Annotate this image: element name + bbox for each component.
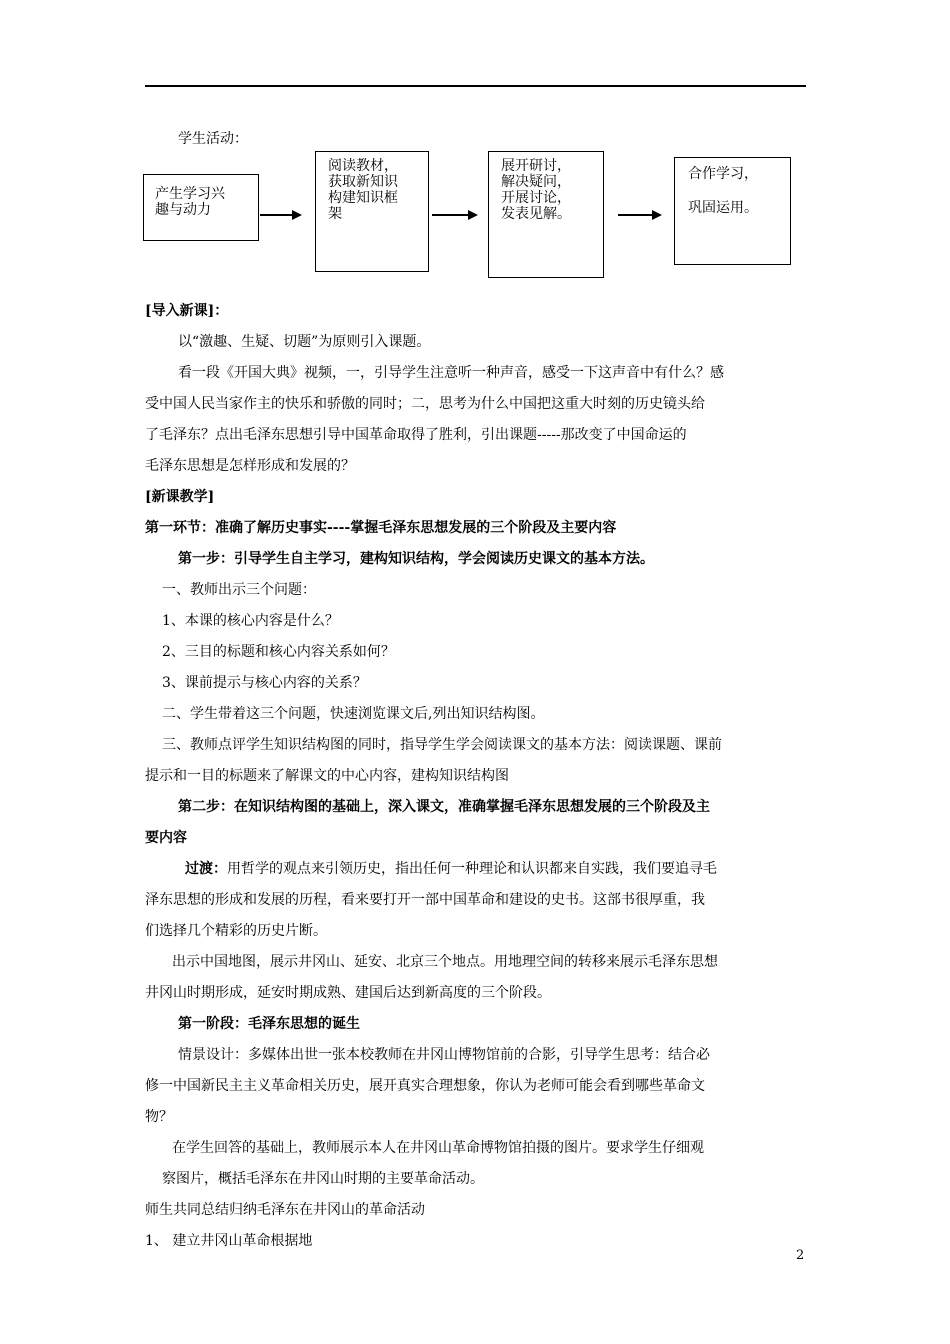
page-number: 2	[796, 1248, 805, 1263]
summary-intro: 师生共同总结归纳毛泽东在井冈山的革命活动	[145, 1202, 425, 1218]
flow-box-discuss-line4: 发表见解。	[501, 206, 571, 222]
flow-box-read-line1: 阅读教材，	[328, 158, 398, 174]
intro-para-line3: 了毛泽东？点出毛泽东思想引导中国革命取得了胜利，引出课题-----那改变了中国命运的	[145, 427, 687, 443]
summary-item-1: 1、 建立井冈山革命根据地	[145, 1233, 313, 1249]
transition-text: 用哲学的观点来引领历史，指出任何一种理论和认识都来自实践，我们要追寻毛	[227, 861, 717, 877]
question-1: 1、本课的核心内容是什么？	[162, 613, 339, 629]
step-one-heading: 第一步：引导学生自主学习，建构知识结构，学会阅读历史课文的基本方法。	[178, 551, 654, 567]
map-para-line2: 井冈山时期形成，延安时期成熟、建国后达到新高度的三个阶段。	[145, 985, 551, 1001]
flow-box-discuss-line1: 展开研讨，	[501, 158, 571, 174]
transition-para-line2: 泽东思想的形成和发展的历程，看来要打开一部中国革命和建设的史书。这部书很厚重，我	[145, 892, 705, 908]
intro-para-line2: 受中国人民当家作主的快乐和骄傲的同时；二，思考为什么中国把这重大时刻的历史镜头给	[145, 396, 705, 412]
flow-box-read-line4: 架	[328, 206, 342, 222]
scenario-line2: 修一中国新民主主义革命相关历史，展开真实合理想象，你认为老师可能会看到哪些革命文	[145, 1078, 705, 1094]
flow-box-read-line3: 构建知识框	[328, 190, 398, 206]
section-new-lesson-heading: [新课教学]	[145, 489, 215, 505]
flow-box-discuss-line2: 解决疑问，	[501, 174, 571, 190]
flow-box-interest-line1: 产生学习兴	[155, 186, 225, 202]
flow-box-cooperate-line3: 巩固运用。	[688, 200, 758, 216]
scenario-line3: 物？	[145, 1109, 173, 1125]
photos-para-line2: 察图片，概括毛泽东在井冈山时期的主要革命活动。	[162, 1171, 484, 1187]
flow-box-interest-line2: 趣与动力	[155, 202, 211, 218]
transition-para-line1	[185, 860, 717, 878]
step-two-heading-line2: 要内容	[145, 830, 187, 846]
flow-box-cooperate-line1: 合作学习，	[688, 166, 758, 182]
flow-box-read-line2: 获取新知识	[328, 174, 398, 190]
intro-principle: 以“激趣、生疑、切题”为原则引入课题。	[178, 334, 431, 350]
question-3: 3、课前提示与核心内容的关系？	[162, 675, 367, 691]
teacher-review-line2: 提示和一目的标题来了解课文的中心内容，建构知识结构图	[145, 768, 509, 784]
flow-box-discuss-line3: 开展讨论，	[501, 190, 571, 206]
intro-para-line4: 毛泽东思想是怎样形成和发展的？	[145, 458, 355, 474]
stage-one-heading: 第一阶段：毛泽东思想的诞生	[178, 1016, 360, 1032]
map-para-line1: 出示中国地图，展示井冈山、延安、北京三个地点。用地理空间的转移来展示毛泽东思想	[172, 954, 718, 970]
transition-para-line3: 们选择几个精彩的历史片断。	[145, 923, 327, 939]
flow-arrow-2	[432, 210, 478, 220]
teacher-review-line1: 三、教师点评学生知识结构图的同时，指导学生学会阅读课文的基本方法：阅读课题、课前	[162, 737, 722, 753]
intro-para-line1: 看一段《开国大典》视频，一，引导学生注意听一种声音，感受一下这声音中有什么？感	[178, 365, 724, 381]
flow-arrow-3	[618, 210, 662, 220]
flow-arrow-1	[260, 210, 302, 220]
student-browse: 二、学生带着这三个问题，快速浏览课文后,列出知识结构图。	[162, 706, 545, 722]
question-2: 2、三目的标题和核心内容关系如何？	[162, 644, 395, 660]
step-two-heading-line1: 第二步：在知识结构图的基础上，深入课文，准确掌握毛泽东思想发展的三个阶段及主	[178, 799, 710, 815]
section-intro-heading: [导入新课]：	[145, 303, 229, 319]
transition-label: 过渡：	[185, 861, 227, 877]
scenario-line1: 情景设计：多媒体出世一张本校教师在井冈山博物馆前的合影，引导学生思考：结合必	[178, 1047, 710, 1063]
photos-para-line1: 在学生回答的基础上，教师展示本人在井冈山革命博物馆拍摄的图片。要求学生仔细观	[172, 1140, 704, 1156]
flow-heading: 学生活动：	[178, 131, 248, 147]
teacher-questions-intro: 一、教师出示三个问题：	[162, 582, 316, 598]
header-rule	[145, 85, 806, 87]
link-one-heading: 第一环节：准确了解历史事实----掌握毛泽东思想发展的三个阶段及主要内容	[145, 520, 617, 536]
